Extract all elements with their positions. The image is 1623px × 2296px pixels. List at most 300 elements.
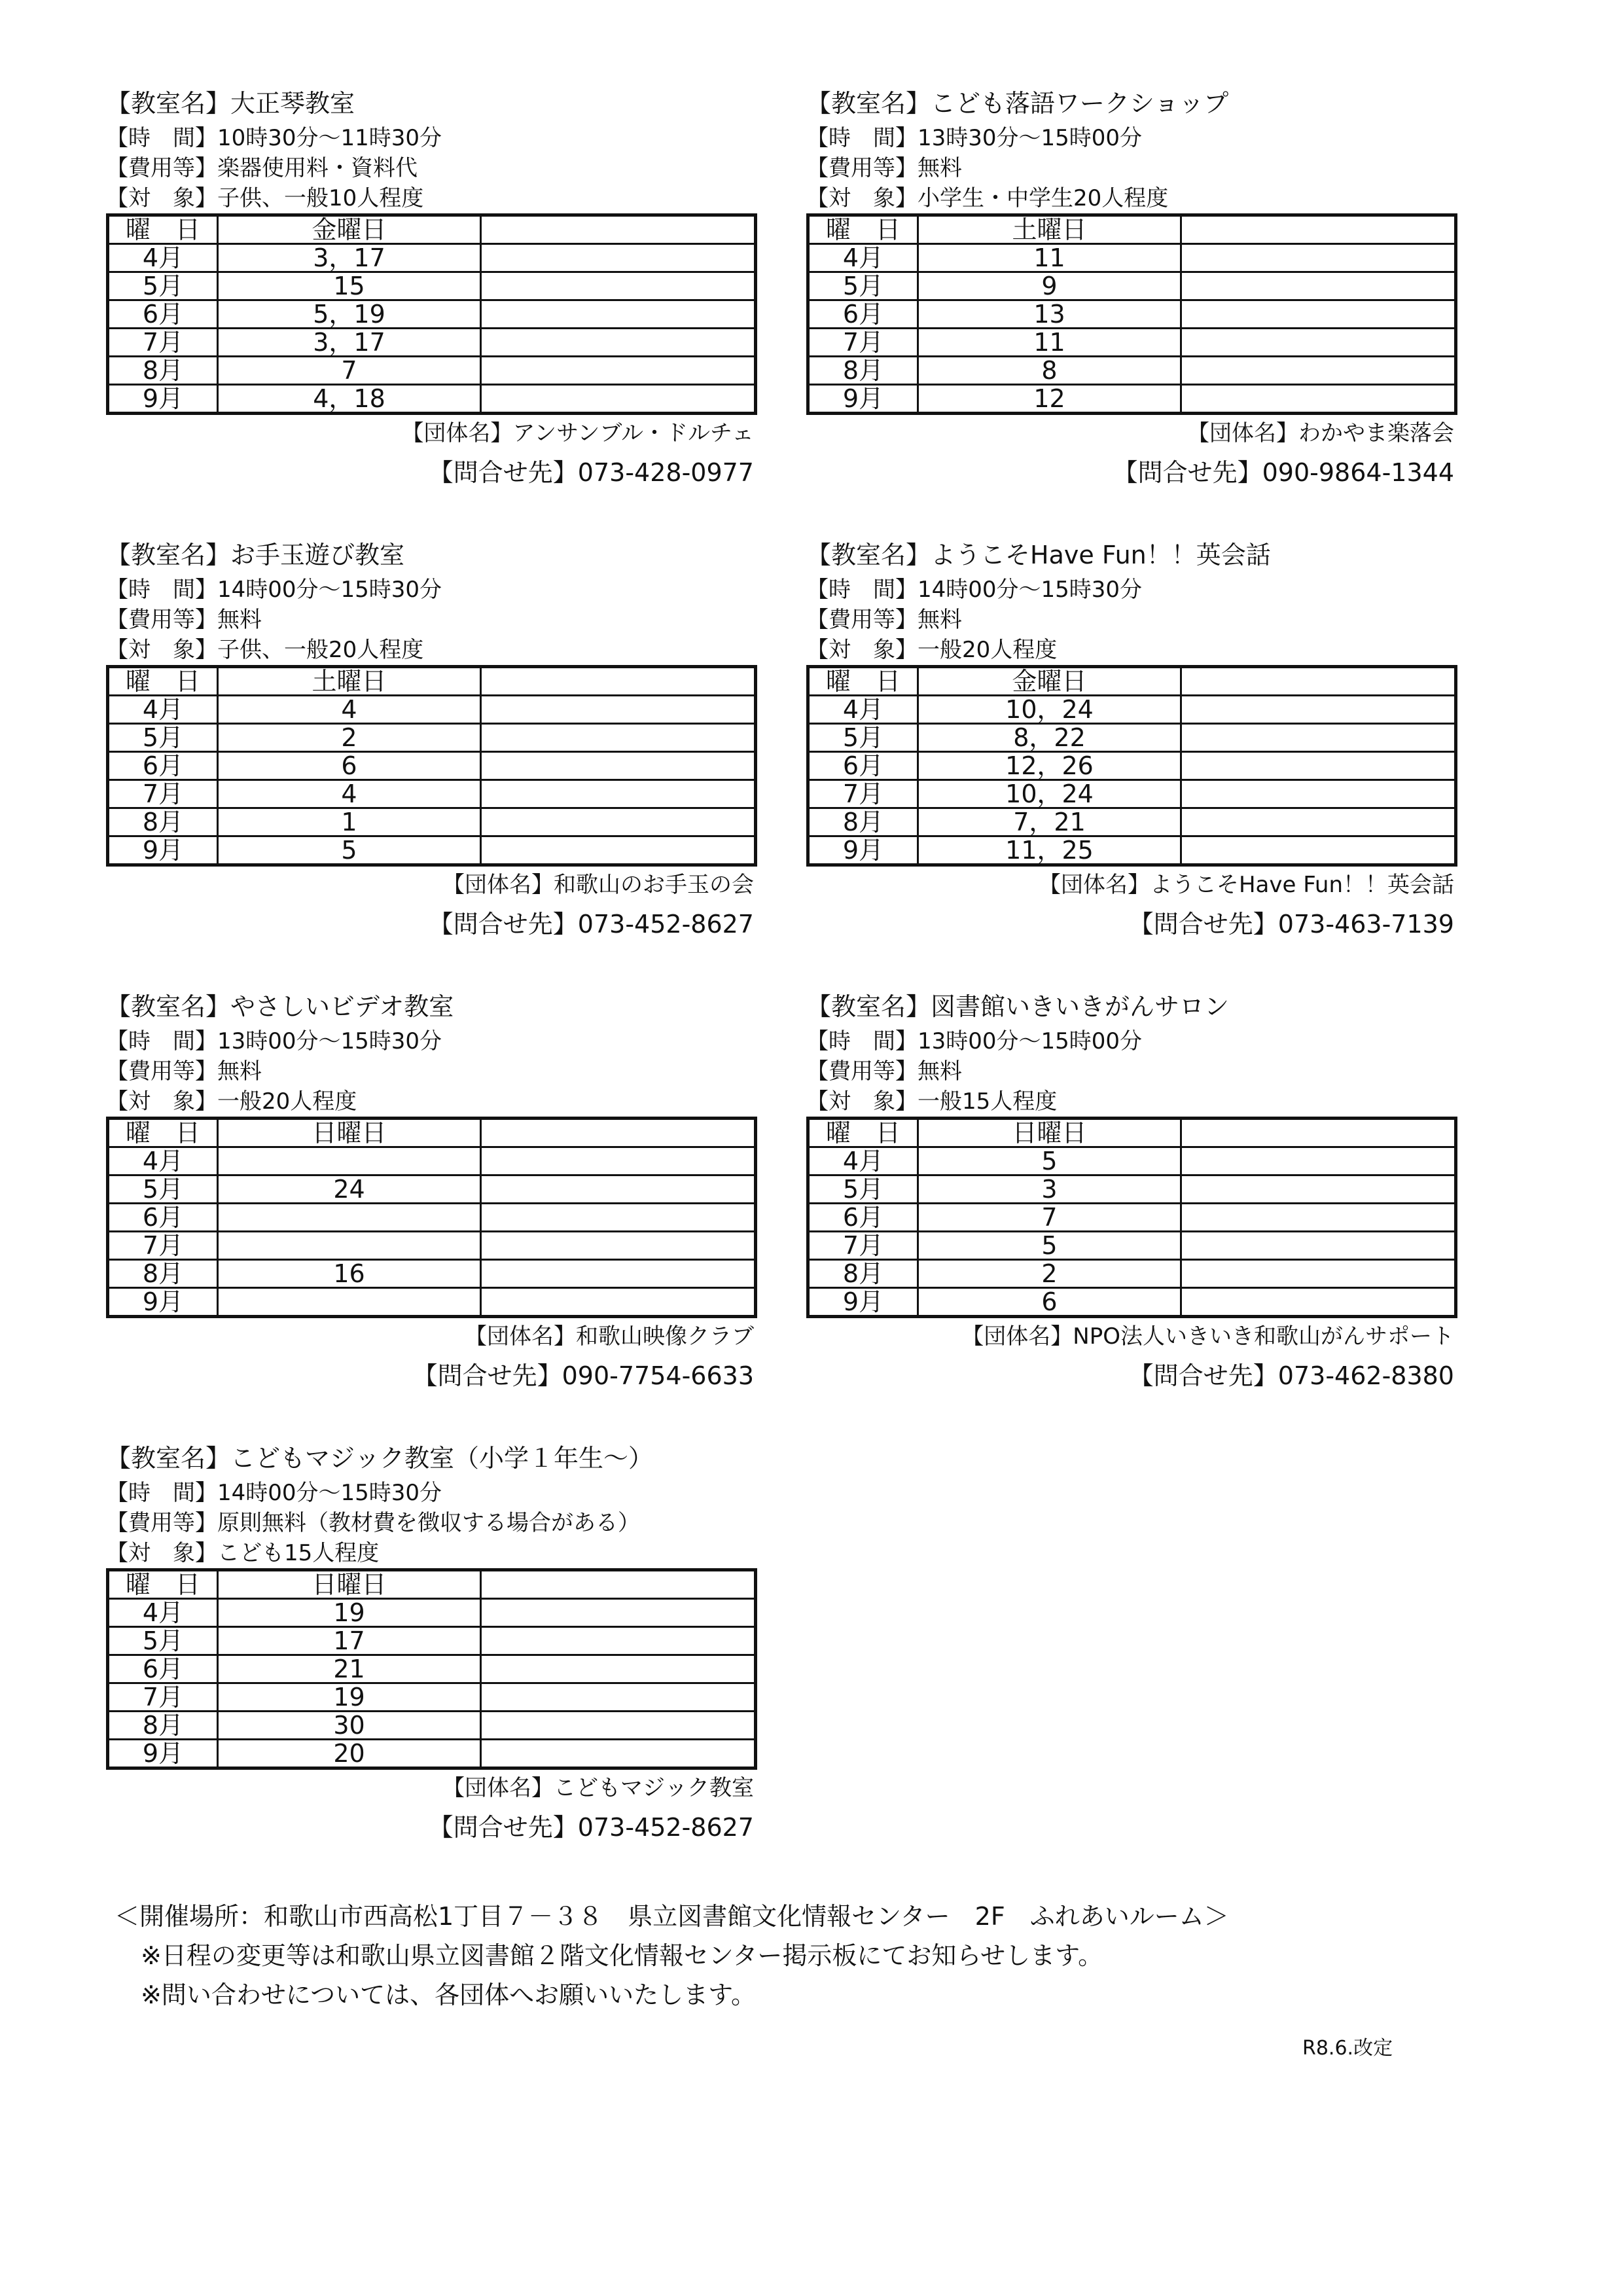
group-line-label: 【団体名】: [401, 420, 513, 446]
month-cell: 9月: [808, 385, 918, 414]
dates-cell: 21: [218, 1655, 481, 1683]
classroom-block: [106, 535, 754, 944]
table-row: [808, 724, 1456, 752]
empty-cell: [481, 1175, 756, 1204]
dates-cell: 3: [918, 1175, 1181, 1204]
month-cell: 4月: [108, 696, 218, 724]
month-cell: 4月: [808, 1147, 918, 1175]
empty-cell: [481, 1232, 756, 1260]
dates-cell: 16: [218, 1260, 481, 1288]
contact-line-value: 073-462-8380: [1277, 1361, 1454, 1390]
month-cell: 6月: [108, 1655, 218, 1683]
dates-cell: 13: [918, 300, 1181, 329]
dates-cell: 30: [218, 1712, 481, 1740]
table-row: [108, 1683, 756, 1712]
time-line: [806, 123, 1454, 153]
month-cell: 9月: [808, 1288, 918, 1317]
fee-line: [806, 1056, 1454, 1086]
dates-cell: 11: [918, 244, 1181, 272]
schedule-table: [806, 665, 1457, 867]
month-cell: 7月: [808, 1232, 918, 1260]
month-cell: 7月: [808, 329, 918, 357]
table-row: [108, 300, 756, 329]
weekday-header: 土曜日: [218, 667, 481, 696]
schedule-table: [106, 1568, 757, 1770]
target-line: [806, 1086, 1454, 1117]
table-row: [808, 357, 1456, 385]
classroom-name: [106, 1439, 754, 1478]
group-line: [106, 1321, 754, 1352]
empty-cell: [481, 1712, 756, 1740]
table-row: [108, 357, 756, 385]
contact-line-value: 073-452-8627: [577, 1813, 754, 1842]
dates-cell: 5: [918, 1232, 1181, 1260]
classroom-name: [106, 987, 754, 1026]
empty-cell: [481, 780, 756, 808]
month-cell: 8月: [808, 808, 918, 836]
fee-line-value: 楽器使用料・資料代: [217, 155, 418, 181]
dates-cell: 10，24: [918, 696, 1181, 724]
time-line-label: 【時 間】: [806, 1028, 918, 1054]
group-line: [806, 1321, 1454, 1352]
empty-cell: [481, 357, 756, 385]
empty-cell: [1181, 696, 1456, 724]
table-row: [808, 1288, 1456, 1317]
classroom-name: [806, 987, 1454, 1026]
day-header: 曜 日: [808, 1119, 918, 1147]
month-cell: 9月: [108, 836, 218, 865]
dates-cell: 7: [218, 357, 481, 385]
dates-cell: 5: [218, 836, 481, 865]
table-header-row: [108, 1570, 756, 1599]
group-line-label: 【団体名】: [442, 872, 554, 898]
dates-cell: [218, 1147, 481, 1175]
contact-line: [806, 453, 1454, 492]
day-header: 曜 日: [108, 1119, 218, 1147]
contact-line: [106, 1808, 754, 1847]
empty-cell: [481, 724, 756, 752]
target-line-label: 【対 象】: [806, 637, 918, 663]
empty-cell: [1181, 836, 1456, 865]
contact-line-label: 【問合せ先】: [1128, 910, 1278, 939]
group-line-value: ようこそHave Fun！！英会話: [1149, 872, 1454, 898]
month-cell: 6月: [808, 752, 918, 780]
table-row: [108, 1288, 756, 1317]
time-line: [806, 575, 1454, 605]
table-row: [808, 329, 1456, 357]
time-line-value: 13時30分～15時00分: [918, 125, 1143, 151]
time-line-label: 【時 間】: [806, 125, 918, 151]
target-line: [806, 183, 1454, 213]
empty-cell: [1181, 329, 1456, 357]
contact-line-value: 073-428-0977: [577, 458, 754, 487]
month-cell: 7月: [108, 780, 218, 808]
empty-cell: [481, 244, 756, 272]
dates-cell: 4，18: [218, 385, 481, 414]
table-row: [108, 1175, 756, 1204]
fee-line-label: 【費用等】: [806, 155, 918, 181]
empty-cell: [1181, 215, 1456, 244]
day-header: 曜 日: [108, 667, 218, 696]
classroom-name-label: 【教室名】: [106, 992, 231, 1021]
table-row: [808, 1232, 1456, 1260]
empty-cell: [1181, 724, 1456, 752]
time-line-value: 14時00分～15時30分: [918, 577, 1143, 603]
classroom-block: [806, 987, 1454, 1395]
time-line-value: 14時00分～15時30分: [217, 1480, 442, 1506]
classroom-name-value: やさしいビデオ教室: [230, 992, 454, 1021]
dates-cell: 4: [218, 696, 481, 724]
contact-line-label: 【問合せ先】: [428, 458, 578, 487]
fee-line-label: 【費用等】: [806, 1058, 918, 1085]
dates-cell: 3，17: [218, 329, 481, 357]
dates-cell: 3，17: [218, 244, 481, 272]
group-line-label: 【団体名】: [465, 1323, 576, 1350]
target-line-value: 一般15人程度: [918, 1088, 1058, 1115]
empty-cell: [481, 1570, 756, 1599]
target-line: [106, 183, 754, 213]
table-row: [108, 836, 756, 865]
empty-cell: [481, 808, 756, 836]
table-header-row: [808, 1119, 1456, 1147]
table-row: [808, 1147, 1456, 1175]
month-cell: 6月: [108, 752, 218, 780]
classroom-block: [106, 1439, 754, 1847]
table-row: [808, 385, 1456, 414]
empty-cell: [481, 300, 756, 329]
month-cell: 5月: [108, 1627, 218, 1655]
table-row: [108, 1260, 756, 1288]
table-header-row: [108, 215, 756, 244]
fee-line-value: 無料: [918, 1058, 962, 1085]
empty-cell: [1181, 1204, 1456, 1232]
table-row: [108, 272, 756, 300]
month-cell: 8月: [808, 357, 918, 385]
revision-label: R8.6.改定: [1302, 2037, 1393, 2060]
fee-line: [106, 605, 754, 635]
empty-cell: [1181, 357, 1456, 385]
target-line-value: 子供、一般10人程度: [217, 185, 424, 211]
target-line: [806, 635, 1454, 665]
day-header: 曜 日: [808, 667, 918, 696]
schedule-table: [806, 213, 1457, 415]
table-header-row: [108, 1119, 756, 1147]
classroom-name-label: 【教室名】: [806, 992, 931, 1021]
table-row: [808, 1260, 1456, 1288]
empty-cell: [1181, 1232, 1456, 1260]
fee-line: [106, 153, 754, 183]
dates-cell: 8: [918, 357, 1181, 385]
time-line-value: 13時00分～15時30分: [217, 1028, 442, 1054]
fee-line: [806, 605, 1454, 635]
schedule-table: [106, 213, 757, 415]
day-header: 曜 日: [808, 215, 918, 244]
contact-line-value: 090-9864-1344: [1262, 458, 1454, 487]
month-cell: 5月: [808, 272, 918, 300]
group-line-value: 和歌山映像クラブ: [576, 1323, 754, 1350]
group-line: [106, 418, 754, 449]
target-line-label: 【対 象】: [106, 1540, 217, 1566]
dates-cell: 6: [918, 1288, 1181, 1317]
target-line-value: 小学生・中学生20人程度: [918, 185, 1169, 211]
table-row: [108, 244, 756, 272]
dates-cell: 9: [918, 272, 1181, 300]
dates-cell: 2: [218, 724, 481, 752]
empty-cell: [481, 1204, 756, 1232]
month-cell: 9月: [808, 836, 918, 865]
empty-cell: [1181, 1260, 1456, 1288]
table-row: [108, 385, 756, 414]
classroom-name-value: ようこそHave Fun！！英会話: [931, 541, 1271, 569]
table-row: [808, 808, 1456, 836]
month-cell: 6月: [808, 1204, 918, 1232]
table-row: [108, 1204, 756, 1232]
dates-cell: 11: [918, 329, 1181, 357]
empty-cell: [481, 215, 756, 244]
dates-cell: 12，26: [918, 752, 1181, 780]
empty-cell: [1181, 1147, 1456, 1175]
table-row: [808, 1204, 1456, 1232]
classroom-name-value: こども落語ワークショップ: [931, 89, 1229, 118]
fee-line-value: 無料: [918, 607, 962, 633]
day-header: 曜 日: [108, 1570, 218, 1599]
classroom-name-value: こどもマジック教室（小学１年生～）: [230, 1444, 654, 1473]
contact-line-label: 【問合せ先】: [428, 910, 578, 939]
month-cell: 5月: [108, 724, 218, 752]
empty-cell: [1181, 780, 1456, 808]
fee-line-value: 無料: [217, 1058, 262, 1085]
dates-cell: 4: [218, 780, 481, 808]
dates-cell: 5: [918, 1147, 1181, 1175]
empty-cell: [1181, 752, 1456, 780]
time-line: [106, 1478, 754, 1508]
month-cell: 7月: [108, 1683, 218, 1712]
month-cell: 8月: [108, 1260, 218, 1288]
fee-line-label: 【費用等】: [106, 1058, 217, 1085]
classroom-block: [806, 535, 1454, 944]
month-cell: 6月: [108, 300, 218, 329]
dates-cell: [218, 1204, 481, 1232]
empty-cell: [1181, 808, 1456, 836]
month-cell: 9月: [108, 1740, 218, 1768]
empty-cell: [481, 667, 756, 696]
group-line-value: 和歌山のお手玉の会: [554, 872, 754, 898]
table-row: [808, 1175, 1456, 1204]
note-inquiries: ※問い合わせについては、各団体へお願いいたします。: [141, 1981, 757, 2009]
fee-line-value: 無料: [217, 607, 262, 633]
group-line: [106, 869, 754, 901]
weekday-header: 日曜日: [918, 1119, 1181, 1147]
group-line-label: 【団体名】: [1038, 872, 1150, 898]
table-row: [108, 1655, 756, 1683]
day-header: 曜 日: [108, 215, 218, 244]
fee-line: [106, 1056, 754, 1086]
schedule-table: [106, 665, 757, 867]
classroom-name-label: 【教室名】: [806, 89, 931, 118]
table-header-row: [808, 667, 1456, 696]
table-row: [108, 724, 756, 752]
time-line-value: 10時30分～11時30分: [217, 125, 442, 151]
table-row: [808, 244, 1456, 272]
weekday-header: 金曜日: [218, 215, 481, 244]
table-row: [808, 272, 1456, 300]
month-cell: 8月: [108, 1712, 218, 1740]
target-line-value: 一般20人程度: [217, 1088, 357, 1115]
target-line: [106, 1086, 754, 1117]
table-row: [108, 1232, 756, 1260]
empty-cell: [481, 1260, 756, 1288]
table-row: [108, 752, 756, 780]
contact-line: [806, 905, 1454, 944]
fee-line-value: 原則無料（教材費を徴収する場合がある）: [217, 1510, 640, 1536]
table-row: [108, 780, 756, 808]
table-row: [808, 696, 1456, 724]
dates-cell: 10，24: [918, 780, 1181, 808]
group-line-label: 【団体名】: [442, 1775, 554, 1801]
note-schedule-change: ※日程の変更等は和歌山県立図書館２階文化情報センター掲示板にてお知らせします。: [141, 1941, 1103, 1970]
month-cell: 8月: [108, 808, 218, 836]
month-cell: 6月: [108, 1204, 218, 1232]
target-line-label: 【対 象】: [106, 637, 217, 663]
month-cell: 5月: [108, 1175, 218, 1204]
empty-cell: [1181, 667, 1456, 696]
time-line-value: 14時00分～15時30分: [217, 577, 442, 603]
dates-cell: 15: [218, 272, 481, 300]
contact-line-label: 【問合せ先】: [412, 1361, 562, 1390]
time-line-label: 【時 間】: [106, 1480, 217, 1506]
dates-cell: 6: [218, 752, 481, 780]
empty-cell: [481, 1627, 756, 1655]
time-line: [106, 1026, 754, 1056]
month-cell: 5月: [108, 272, 218, 300]
time-line-label: 【時 間】: [106, 125, 217, 151]
target-line-value: 一般20人程度: [918, 637, 1058, 663]
empty-cell: [1181, 244, 1456, 272]
group-line-value: こどもマジック教室: [554, 1775, 754, 1801]
schedule-table: [106, 1117, 757, 1318]
table-row: [808, 780, 1456, 808]
table-row: [108, 1599, 756, 1627]
target-line-label: 【対 象】: [806, 1088, 918, 1115]
classroom-name-value: 大正琴教室: [230, 89, 355, 118]
fee-line-label: 【費用等】: [106, 155, 217, 181]
empty-cell: [1181, 1119, 1456, 1147]
month-cell: 7月: [808, 780, 918, 808]
dates-cell: 19: [218, 1599, 481, 1627]
fee-line: [106, 1508, 754, 1538]
classroom-name-label: 【教室名】: [106, 541, 231, 569]
empty-cell: [1181, 385, 1456, 414]
empty-cell: [481, 696, 756, 724]
empty-cell: [481, 1655, 756, 1683]
table-row: [108, 808, 756, 836]
classroom-block: [806, 84, 1454, 492]
table-row: [108, 1740, 756, 1768]
empty-cell: [481, 1147, 756, 1175]
month-cell: 9月: [108, 1288, 218, 1317]
contact-line-label: 【問合せ先】: [1128, 1361, 1278, 1390]
classroom-name: [106, 535, 754, 575]
empty-cell: [481, 385, 756, 414]
classroom-name-label: 【教室名】: [806, 541, 931, 569]
month-cell: 4月: [108, 244, 218, 272]
dates-cell: 5，19: [218, 300, 481, 329]
table-row: [108, 696, 756, 724]
empty-cell: [481, 329, 756, 357]
group-line: [806, 418, 1454, 449]
table-row: [108, 1147, 756, 1175]
month-cell: 7月: [108, 1232, 218, 1260]
fee-line-label: 【費用等】: [106, 607, 217, 633]
weekday-header: 金曜日: [918, 667, 1181, 696]
classroom-name: [806, 535, 1454, 575]
month-cell: 4月: [808, 244, 918, 272]
classroom-block: [106, 84, 754, 492]
contact-line: [106, 453, 754, 492]
weekday-header: 土曜日: [918, 215, 1181, 244]
dates-cell: 11，25: [918, 836, 1181, 865]
target-line-label: 【対 象】: [106, 1088, 217, 1115]
dates-cell: 12: [918, 385, 1181, 414]
classroom-block: [106, 987, 754, 1395]
table-header-row: [808, 215, 1456, 244]
table-row: [108, 1712, 756, 1740]
group-line: [106, 1772, 754, 1804]
empty-cell: [481, 1288, 756, 1317]
weekday-header: 日曜日: [218, 1119, 481, 1147]
dates-cell: 2: [918, 1260, 1181, 1288]
target-line: [106, 1538, 754, 1568]
group-line-value: アンサンブル・ドルチェ: [512, 420, 754, 446]
empty-cell: [481, 752, 756, 780]
month-cell: 5月: [808, 724, 918, 752]
empty-cell: [1181, 272, 1456, 300]
group-line-value: わかやま楽落会: [1298, 420, 1454, 446]
dates-cell: 24: [218, 1175, 481, 1204]
empty-cell: [481, 836, 756, 865]
contact-line-label: 【問合せ先】: [428, 1813, 578, 1842]
time-line-label: 【時 間】: [106, 1028, 217, 1054]
time-line: [106, 123, 754, 153]
group-line: [806, 869, 1454, 901]
month-cell: 4月: [108, 1147, 218, 1175]
month-cell: 8月: [808, 1260, 918, 1288]
month-cell: 4月: [808, 696, 918, 724]
month-cell: 6月: [808, 300, 918, 329]
month-cell: 7月: [108, 329, 218, 357]
classroom-name-value: お手玉遊び教室: [230, 541, 405, 569]
dates-cell: 7: [918, 1204, 1181, 1232]
time-line: [806, 1026, 1454, 1056]
month-cell: 8月: [108, 357, 218, 385]
target-line: [106, 635, 754, 665]
table-header-row: [108, 667, 756, 696]
group-line-label: 【団体名】: [1187, 420, 1298, 446]
contact-line: [806, 1356, 1454, 1395]
table-row: [808, 752, 1456, 780]
empty-cell: [481, 1119, 756, 1147]
table-row: [808, 300, 1456, 329]
fee-line: [806, 153, 1454, 183]
target-line-value: 子供、一般20人程度: [217, 637, 424, 663]
dates-cell: 17: [218, 1627, 481, 1655]
classroom-name: [106, 84, 754, 123]
table-row: [108, 329, 756, 357]
fee-line-label: 【費用等】: [806, 607, 918, 633]
empty-cell: [481, 1599, 756, 1627]
classroom-name-label: 【教室名】: [106, 89, 231, 118]
contact-line-value: 073-463-7139: [1277, 910, 1454, 939]
